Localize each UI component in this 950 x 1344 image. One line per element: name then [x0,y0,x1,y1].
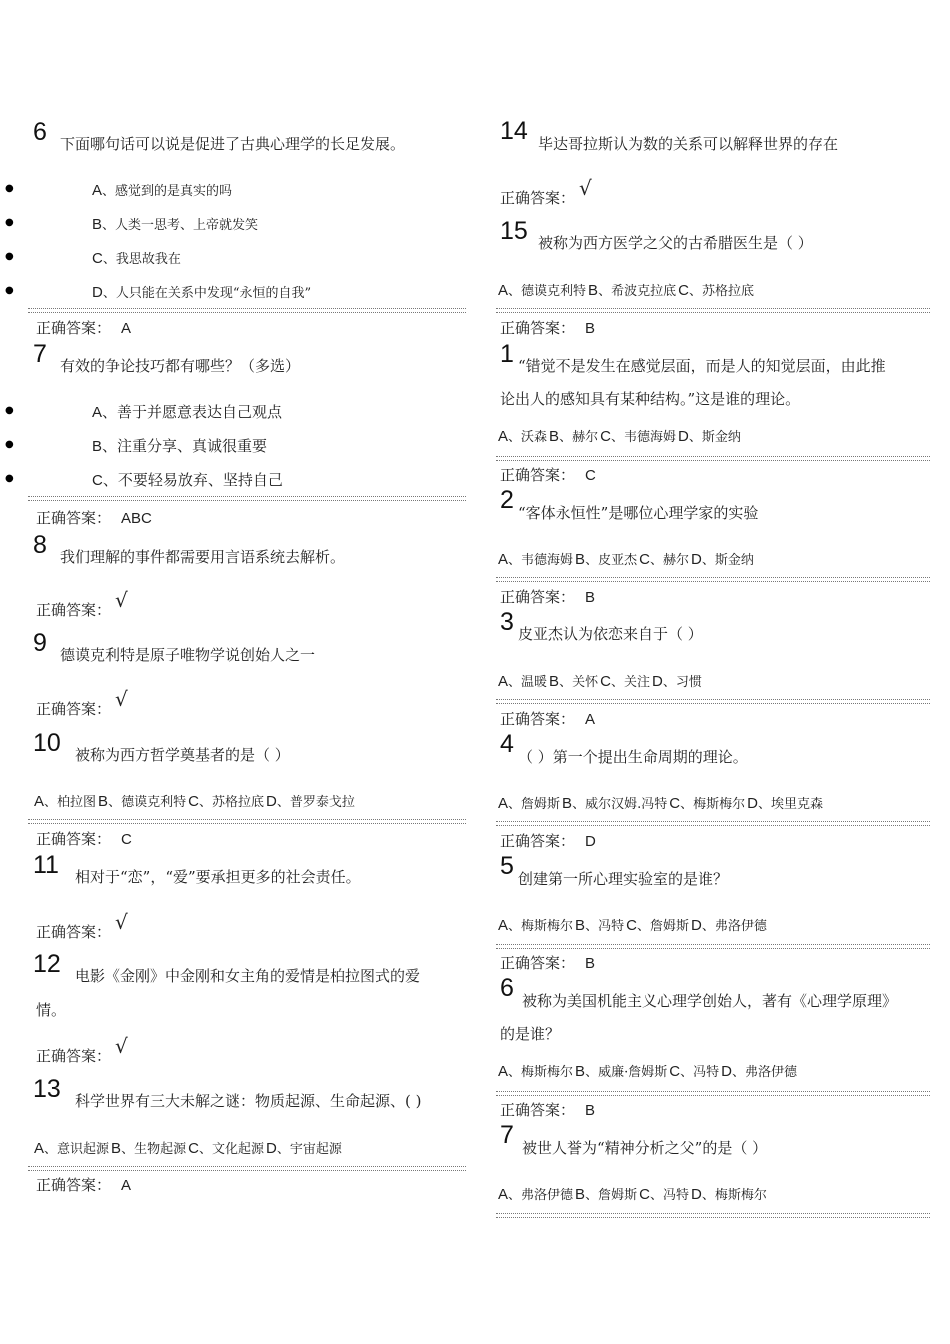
question-text: 有效的争论技巧都有哪些？（多选） [60,357,301,375]
divider [496,699,930,704]
question-text-continued: 的是谁？ [500,1025,561,1043]
question-text: 下面哪句话可以说是促进了古典心理学的长足发展。 [60,135,406,153]
option-line: B、人类一思考、上帝就发笑 [92,216,259,233]
answer-line: 正确答案： √ [36,687,128,718]
answer-line: 正确答案： B [500,319,596,337]
answer-line: 正确答案： A [36,1176,132,1194]
answer-line: 正确答案： B [500,954,596,972]
question-text: 相对于“恋”，“爱”要承担更多的社会责任。 [75,868,361,886]
bullet-icon: ● [5,251,14,262]
option-line: A、善于并愿意表达自己观点 [92,403,283,421]
bullet-icon: ● [5,183,14,194]
bullet-icon: ● [5,405,14,416]
answer-line: 正确答案： A [36,319,132,337]
option-line: B、注重分享、真诚很重要 [92,437,268,455]
options-line: A、沃森 B、赫尔 C、韦德海姆 D、斯金纳 [498,428,741,445]
question-text: 被称为西方哲学奠基者的是（ ） [75,746,290,764]
question-text-continued: 论出人的感知具有某种结构。”这是谁的理论。 [500,390,801,408]
question-number: 7 [33,340,47,368]
divider [496,577,930,582]
divider [28,308,466,313]
question-text: 电影《金刚》中金刚和女主角的爱情是柏拉图式的爱 [75,967,421,985]
question-text: 创建第一所心理实验室的是谁？ [518,870,729,888]
bullet-icon: ● [5,285,14,296]
question-text: 被称为西方医学之父的古希腊医生是（ ） [538,234,813,252]
divider [28,496,466,501]
answer-line: 正确答案： B [500,588,596,606]
divider [28,1166,466,1171]
question-number: 14 [500,117,528,145]
question-number: 2 [500,486,514,514]
question-text: （ ）第一个提出生命周期的理论。 [518,748,748,766]
question-number: 6 [33,118,47,146]
options-line: A、詹姆斯 B、威尔汉姆.冯特 C、梅斯梅尔 D、埃里克森 [498,795,823,812]
question-text: 皮亚杰认为依恋来自于（ ） [518,625,703,643]
answer-line: 正确答案： B [500,1101,596,1119]
options-line: A、梅斯梅尔 B、冯特 C、詹姆斯 D、弗洛伊德 [498,917,767,934]
question-text: 德谟克利特是原子唯物学说创始人之一 [60,646,316,664]
divider [496,456,930,461]
answer-line: 正确答案： A [500,710,596,728]
answer-line: 正确答案： C [500,466,596,484]
question-text: 毕达哥拉斯认为数的关系可以解释世界的存在 [538,135,839,153]
question-number: 13 [33,1075,61,1103]
check-mark-icon: √ [115,588,128,612]
options-line: A、弗洛伊德 B、詹姆斯 C、冯特 D、梅斯梅尔 [498,1186,767,1203]
question-number: 5 [500,852,514,880]
answer-line: 正确答案： ABC [36,509,152,527]
options-line: A、梅斯梅尔 B、威廉·詹姆斯 C、冯特 D、弗洛伊德 [498,1063,797,1080]
option-line: C、我思故我在 [92,250,181,267]
options-line: A、德谟克利特 B、希波克拉底 C、苏格拉底 [498,282,754,299]
question-text: “错觉不是发生在感觉层面，而是人的知觉层面，由此推 [518,357,886,375]
divider [496,944,930,949]
answer-line: 正确答案： D [500,832,596,850]
options-line: A、温暖 B、关怀 C、关注 D、习惯 [498,673,702,690]
divider [496,821,930,826]
divider [496,308,930,313]
question-number: 10 [33,729,61,757]
question-text: 科学世界有三大未解之谜：物质起源、生命起源、( ) [75,1092,422,1110]
answer-line: 正确答案： √ [36,1034,128,1065]
question-number: 1 [500,340,514,368]
question-text: 被世人誉为“精神分析之父”的是（ ） [522,1139,768,1157]
question-number: 6 [500,974,514,1002]
check-mark-icon: √ [115,1034,128,1058]
question-number: 4 [500,730,514,758]
answer-line: 正确答案： √ [36,588,128,619]
options-line: A、柏拉图 B、德谟克利特 C、苏格拉底 D、普罗泰戈拉 [34,793,355,810]
question-text-continued: 情。 [36,1001,67,1019]
check-mark-icon: √ [579,176,592,200]
bullet-icon: ● [5,439,14,450]
check-mark-icon: √ [115,910,128,934]
question-number: 11 [33,851,59,879]
question-number: 3 [500,608,514,636]
question-number: 7 [500,1121,514,1149]
divider [28,819,466,824]
question-number: 12 [33,950,61,978]
divider [496,1213,930,1218]
question-number: 15 [500,217,528,245]
divider [496,1091,930,1096]
options-line: A、意识起源 B、生物起源 C、文化起源 D、宇宙起源 [34,1140,342,1157]
option-line: D、人只能在关系中发现“永恒的自我” [92,284,312,301]
question-text: “客体永恒性”是哪位心理学家的实验 [518,504,759,522]
answer-line: 正确答案： C [36,830,132,848]
question-number: 9 [33,629,47,657]
options-line: A、韦德海姆 B、皮亚杰 C、赫尔 D、斯金纳 [498,551,754,568]
question-text: 我们理解的事件都需要用言语系统去解析。 [60,548,346,566]
question-text: 被称为美国机能主义心理学创始人，著有《心理学原理》 [522,992,898,1010]
option-line: A、感觉到的是真实的吗 [92,182,233,199]
option-line: C、不要轻易放弃、坚持自己 [92,471,283,489]
check-mark-icon: √ [115,687,128,711]
bullet-icon: ● [5,473,14,484]
answer-line: 正确答案： √ [36,910,128,941]
bullet-icon: ● [5,217,14,228]
question-number: 8 [33,531,47,559]
answer-line: 正确答案： √ [500,176,592,207]
